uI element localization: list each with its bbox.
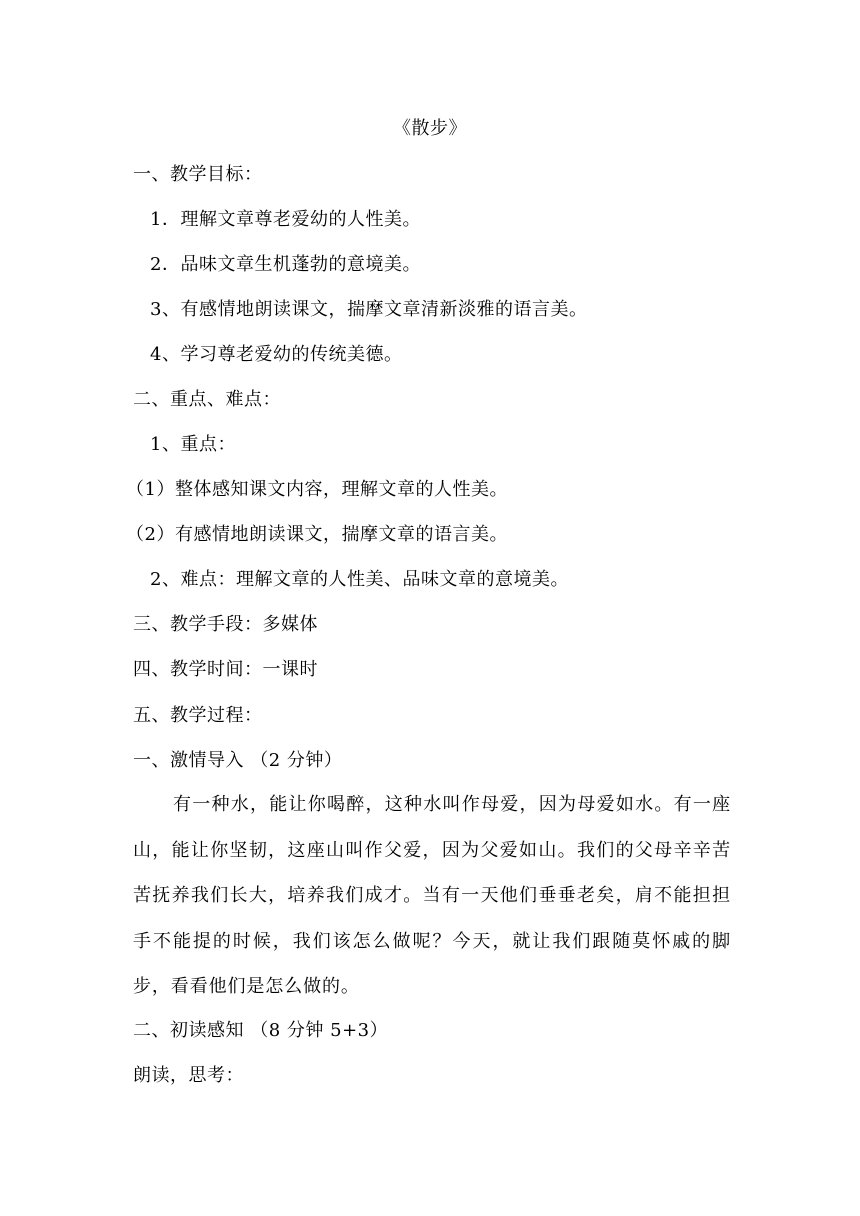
key-point-2: （2）有感情地朗读课文，揣摩文章的语言美。	[126, 524, 508, 545]
difficult-point: 2、难点：理解文章的人性美、品味文章的意境美。	[150, 569, 569, 590]
intro-paragraph: 有一种水，能让你喝醉，这种水叫作母爱，因为母爱如水。有一座山，能让你坚韧，这座山叫作父爱，因为父爱如山。我们的父母辛辛苦苦抚养我们长大，培养我们成才。当有一天他们垂垂老矣，肩不能担担手不能提的时候，我们该怎么做呢？今天，就让我们跟随莫怀戚的脚步，看看他们是怎么做的。	[133, 794, 731, 997]
goal-item-2: 2．品味文章生机蓬勃的意境美。	[150, 254, 421, 275]
heading-teaching-process: 五、教学过程：	[133, 705, 263, 726]
heading-teaching-time: 四、教学时间：一课时	[133, 659, 318, 680]
goal-item-3: 3、有感情地朗读课文，揣摩文章清新淡雅的语言美。	[150, 299, 588, 320]
goal-item-1: 1．理解文章尊老爱幼的人性美。	[150, 209, 421, 230]
section-intro-heading: 一、激情导入 （2 分钟）	[133, 750, 343, 771]
reading-prompt: 朗读，思考：	[133, 1065, 244, 1086]
goal-item-4: 4、学习尊老爱幼的传统美德。	[150, 344, 403, 365]
heading-teaching-goals: 一、教学目标：	[133, 164, 263, 185]
heading-key-points: 二、重点、难点：	[133, 389, 281, 410]
key-point-1: （1）整体感知课文内容，理解文章的人性美。	[126, 479, 508, 500]
key-point-heading: 1、重点：	[150, 434, 236, 455]
heading-teaching-means: 三、教学手段：多媒体	[133, 614, 318, 635]
section-first-reading-heading: 二、初读感知 （8 分钟 5+3）	[133, 1020, 389, 1041]
document-title: 《散步》	[393, 118, 467, 139]
